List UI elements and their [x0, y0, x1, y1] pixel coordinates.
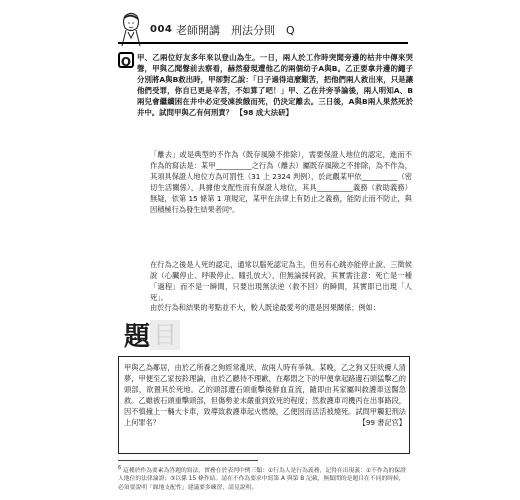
problem-exam-tag: 【99 書記官】 [358, 418, 406, 427]
problem-text [124, 362, 406, 428]
answer-paragraph-3: 由於行為和結果的考點並不大，較人既途最愛考的還是因果關係；例如： [150, 303, 381, 312]
footnote [118, 464, 410, 492]
question-exam-tag: 【98 成大法研】 [235, 108, 293, 117]
question-body: 甲、乙兩位好友多年來以登山為生。一日，兩人於工作時突聞旁邊的枯井中傳來哭聲，甲與乙聞聲前去察看，赫然發現遭他乙的兩個幼子A與B。乙正要拿井邊的繩子分別將A與B救出時，甲卻對乙說：「日子過得這麼艱苦，把他們兩人救出來，只是讓他們受罪，你自已更是辛苦，不如算了吧！」甲、乙在井旁爭論後，兩人明知A、B兩兒會繼續困在井中必定受凍挨餓而死，仍決定離去。三日後，A與B兩人果然死於井中。試問甲與乙有何刑責？ [137, 53, 413, 117]
page-number: 004 [150, 24, 173, 35]
footnote-text: 這種於作為要素為答題的寫法，實務在於表判中例三類：①行為人是行為義務，記得在出現義：①不作為的保證人地位的法律論證；③以係 15 條作結。請在不作為要求中寫第 A 與第 B 記載，無類問的是題目在不同的時候，必須要說明「緣地支配性」建議要多練習，請見說明。 [118, 467, 406, 491]
section-label-mu: 目 [153, 321, 177, 349]
question-marker-icon: Q [118, 52, 134, 68]
section-label-mu-ghost [150, 320, 180, 350]
footnote-marker: 6 [118, 465, 122, 471]
problem-body: 甲與乙為鄰居，由於乙所養之狗經常亂吠，故兩人時有爭執。某晚，乙之狗又狂吠擾人清夢，甲便至乙家按鈴理論，由於乙聽待不理歉，在鄰悶之下的甲便拿起路邊石頭猛擊乙的頭部，欲置其於死地。乙的頭部遭石頭重擊後鮮血直流，隨即由其家屬叫救護車送醫急救。乙雖被石頭重擊頭部，但傷勢並未嚴重到致死的程度；然救護車司機丙在出事路段，因不慎撞上一輛大卡車，致導致救護車起火燃燒，乙便因而活活被燒死。試問甲觸犯刑法上何罪名？ [124, 363, 406, 427]
question-text [137, 52, 413, 118]
answer-paragraph-1: 「離去」或是典型的不作為（既存風險不排除），需要保證人地位的認定，進而不作為的寫法是：某甲__________之行為（離去）屬既存風險之不排除，為不作為，其須具保證人地位方為可罰性（31 上 2324 判例），於此觀某甲依__________（密切生活關係），具據他支配性而有保證人地位，其具__________義務（救助義務）無疑，依第 15 條第 1 項規定，某甲在法律上有防止之義務，能防止而不防止，與因積極行為發生結果者同⁶。 [150, 150, 412, 214]
section-label-ti: 題 [124, 322, 151, 352]
footnote-rule [118, 460, 258, 461]
header-rule [118, 42, 408, 44]
answer-paragraph-2: 在行為之後是人死的認定，通常以腦死認定為主，但另有心跳亦能停止說、三徵候說（心臟停止、呼吸停止、瞳孔放大）、但無論採何說，其實需注意：死亡是一種「過程」而不是一瞬間，只要出現無法逆（救不回）的瞬間，其實即已出現「人死」。 [150, 260, 412, 302]
running-header-title: 老師開講 刑法分則 Q [176, 24, 295, 37]
